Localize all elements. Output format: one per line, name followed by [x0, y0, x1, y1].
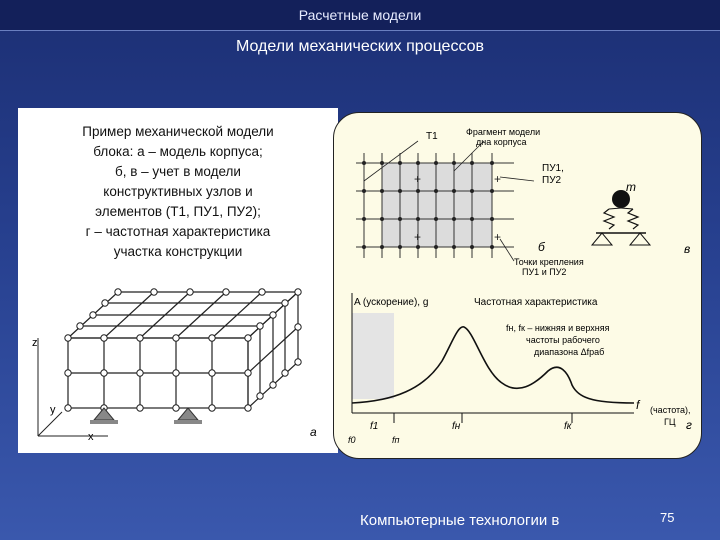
x-axis-unit-2: ГЦ	[664, 417, 676, 427]
footer-course-title: Компьютерные технологии в	[360, 512, 560, 529]
housing-model-figure	[18, 278, 338, 453]
axis-x-label: x	[88, 431, 94, 443]
figure-a-label: а	[310, 425, 317, 439]
low-band-shade	[352, 313, 394, 399]
svg-text:+: +	[414, 172, 422, 186]
detail-models-diagram	[334, 113, 701, 458]
axis-z-label: z	[32, 337, 38, 349]
chart-title: Частотная характеристика	[474, 297, 598, 308]
mass-label: m	[626, 180, 636, 194]
grid-nodes	[65, 289, 301, 411]
fragment-label-2: дна корпуса	[476, 137, 527, 147]
grid-lines	[68, 292, 298, 408]
mounting-label-2: ПУ1 и ПУ2	[522, 267, 567, 277]
figure-b-label: б	[538, 240, 545, 254]
svg-text:+: +	[414, 230, 422, 244]
figure-v-label: в	[684, 242, 691, 256]
legend-line-1: fн, fк – нижняя и верхняя	[506, 323, 610, 333]
svg-text:+: +	[494, 230, 502, 244]
fp-tick-label: fп	[392, 435, 400, 445]
f1-tick-label: f1	[370, 421, 379, 432]
f0-tick-label: f0	[348, 435, 356, 445]
fragment-label-1: Фрагмент модели	[466, 127, 541, 137]
figure-caption: Пример механической модели блока: а – модель корпуса; б, в – учет в модели конструктивных узлов и элементов (Т1, ПУ1, ПУ2); г – частотная характеристика участка конструкции	[82, 124, 274, 259]
svg-text:+: +	[494, 172, 502, 186]
fk-tick-label: fк	[564, 421, 572, 432]
page-number: 75	[660, 510, 675, 525]
legend-line-2: частоты рабочего	[526, 335, 600, 345]
legend-line-3: диапазона Δfраб	[534, 347, 605, 357]
x-axis-unit: (частота),	[650, 405, 691, 415]
slide-header	[0, 0, 720, 31]
x-axis-f: f	[636, 398, 640, 412]
frequency-axes	[352, 293, 634, 423]
section-title: Расчетные модели	[298, 7, 422, 23]
detail-models-panel	[333, 112, 702, 459]
slide-subtitle: Модели механических процессов	[235, 38, 485, 55]
axis-y-label: y	[50, 404, 56, 416]
pu-label-2: ПУ2	[542, 175, 562, 186]
y-axis-label: A (ускорение), g	[354, 297, 429, 308]
mounting-label-1: Точки крепления	[514, 257, 584, 267]
mass-spring-model	[592, 190, 650, 245]
housing-grid-diagram	[18, 278, 338, 453]
figure-g-label: г	[686, 418, 692, 432]
t1-label: Т1	[426, 131, 438, 142]
fn-tick-label: fн	[452, 421, 461, 432]
pu-label-1: ПУ1,	[542, 163, 564, 174]
